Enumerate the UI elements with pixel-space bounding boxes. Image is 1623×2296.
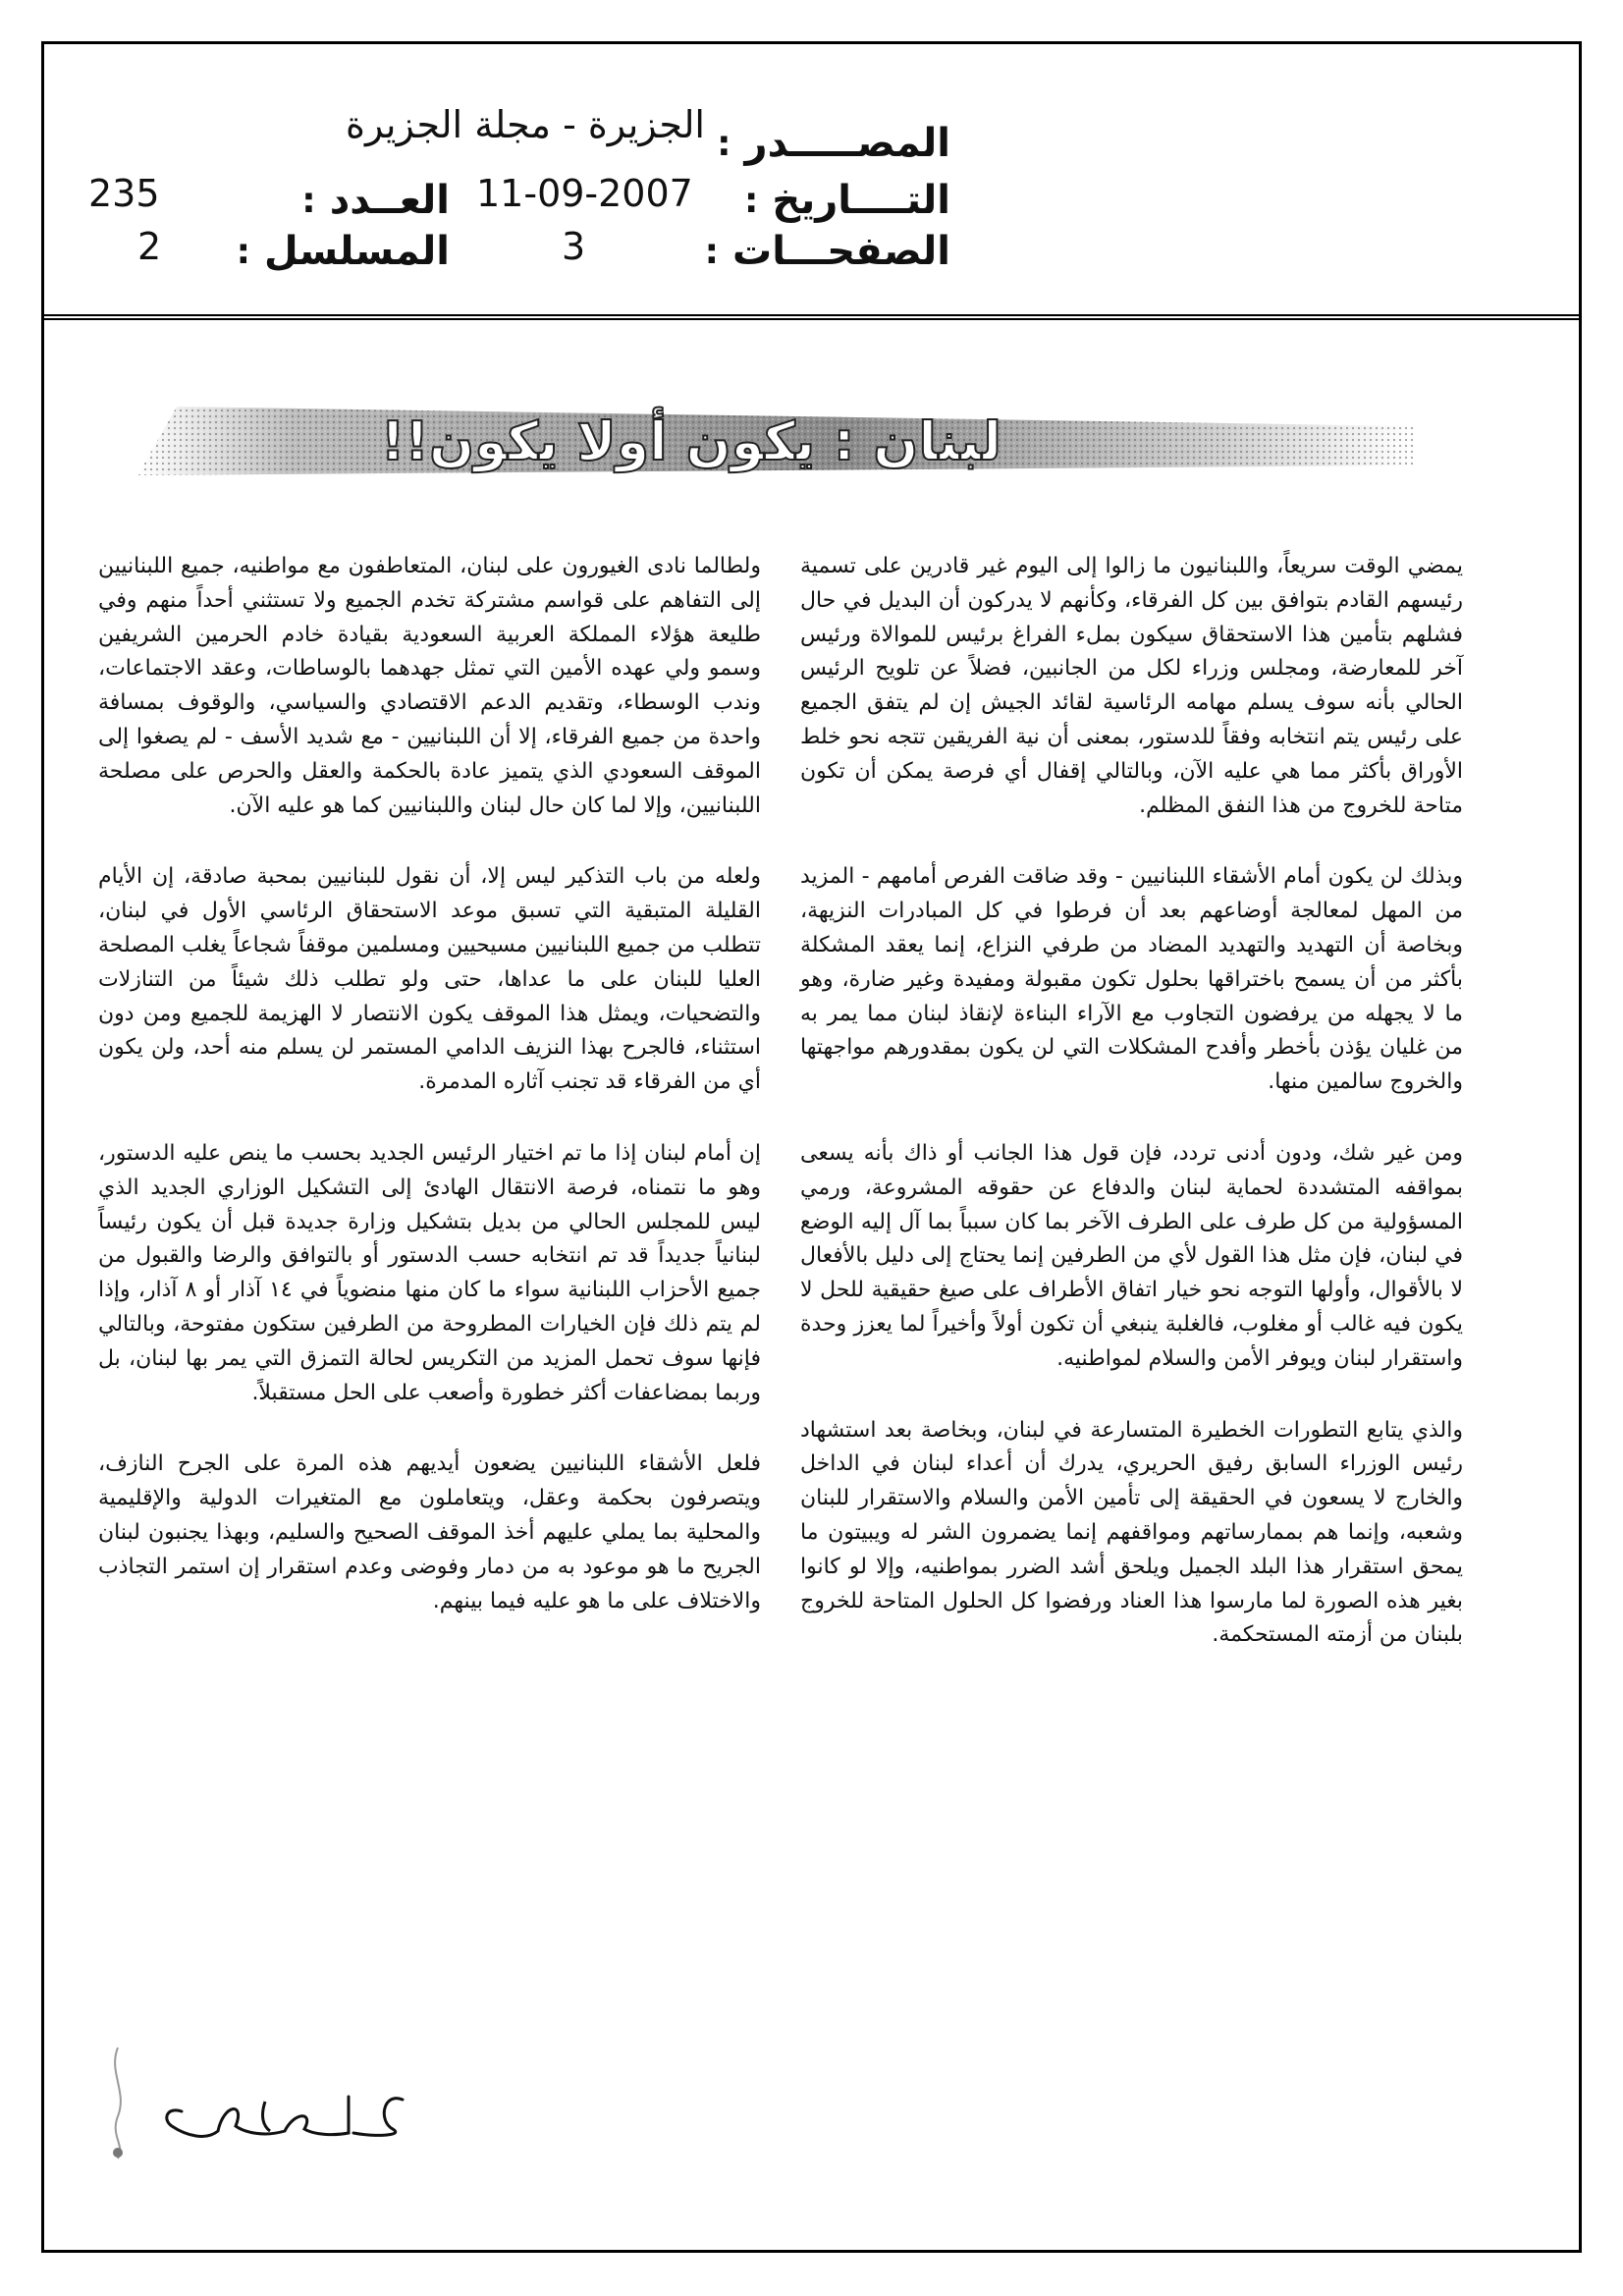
source-row bbox=[703, 121, 950, 166]
pages-label: الصفحـــات bbox=[732, 229, 950, 274]
title-banner bbox=[137, 397, 1414, 487]
source-value-wrap bbox=[346, 103, 705, 146]
paragraph: ولطالما نادى الغيورون على لبنان، المتعاطفون مع مواطنيه، جميع اللبنانيين إلى التفاهم على قواسم مشتركة تخدم الجميع ولا تستثني أحداً منهم وفي طليعة هؤلاء المملكة العربية السعودية بقيادة خادم الحرمين الشريفين وسمو ولي عهده الأمين التي تمثل جهدهما بالوساطات، وعقد الاجتماعات، وندب الوسطاء، وتقديم الدعم الاقتصادي والسياسي، والوقوف بمسافة واحدة من جميع الفرقاء، إلا أن اللبنانيين - مع شديد الأسف - لم يصغوا إلى الموقف السعودي الذي يتميز عادة بالحكمة والعقل والحرص على مصلحة اللبنانيين، وإلا لما كان حال لبنان واللبنانيين كما هو عليه الآن. bbox=[98, 554, 761, 818]
issue-label: العــدد bbox=[329, 178, 450, 223]
paragraph: يمضي الوقت سريعاً، واللبنانيون ما زالوا إلى اليوم غير قادرين على تسمية رئيسهم القادم بتوافق بين كل الفرقاء، وكأنهم لا يدركون أن البديل في حال فشلهم بتأمين هذا الاستحقاق سيكون بملء الفراغ برئيس للموالاة ورئيس آخر للمعارضة، ومجلس وزراء لكل من الجانبين، فضلاً عن تلويح الرئيس الحالي بأنه سوف يسلم مهامه الرئاسية لقائد الجيش إن لم يتفق الجميع على رئيس يتم انتخابه وفقاً للدستور، بمعنى أن نية الفريقين تتجه نحو خلط الأوراق بأكثر مما هي عليه الآن، وبالتالي إقفال أي فرصة يمكن أن تكون متاحة للخروج من هذا النفق المظلم. bbox=[800, 554, 1463, 818]
serial-value-wrap bbox=[137, 225, 161, 268]
pages-colon: : bbox=[704, 231, 719, 272]
serial-label: المسلسل bbox=[264, 229, 450, 274]
date-label: التــــاريخ bbox=[772, 178, 950, 223]
serial-value: 2 bbox=[137, 225, 162, 268]
date-value-wrap bbox=[476, 172, 693, 215]
paragraph: فلعل الأشقاء اللبنانيين يضعون أيديهم هذه المرة على الجرح النازف، ويتصرفون بحكمة وعقل، ويتعاملون مع المتغيرات الدولية والإقليمية والمحلية بما يملي عليهم أخذ الموقف الصحيح والسليم، وبهذا يجنبون لبنان الجريح ما هو موعود به من دمار وفوضى وعدم استقرار إن استمر التجاذب والاختلاف على ما هو عليه فيما بينهم. bbox=[98, 1451, 761, 1613]
source-colon: : bbox=[717, 123, 731, 164]
source-label: المصـــــدر bbox=[744, 121, 950, 166]
paragraph: ومن غير شك، ودون أدنى تردد، فإن قول هذا الجانب أو ذاك بأنه يسعى بمواقفه المتشددة لحماية لبنان والدفاع عن حقوقه المشروعة، ورمي المسؤولية من كل طرف على الطرف الآخر بما كان سبباً بما آل إليه الوضع في لبنان، فإن مثل هذا القول لأي من الطرفين إنما يحتاج إلى دليل بالأفعال لا بالأقوال، وأولها التوجه نحو خيار اتفاق الأطراف على صيغ حقيقية للحل لا يكون فيه غالب أو مغلوب، فالغلبة ينبغي أن تكون أولاً وأخيراً لما يعزز وحدة واستقرار لبنان ويوفر الأمن والسلام لمواطنيه. bbox=[800, 1140, 1463, 1371]
issue-row bbox=[288, 178, 450, 223]
ornament-icon bbox=[98, 2043, 137, 2160]
serial-row bbox=[223, 229, 450, 274]
pages-value-wrap bbox=[562, 225, 585, 268]
article-column-right bbox=[800, 550, 1463, 1690]
pages-value: 3 bbox=[562, 225, 586, 268]
serial-colon: : bbox=[236, 231, 251, 272]
paragraph: وبذلك لن يكون أمام الأشقاء اللبنانيين - وقد ضاقت الفرص أمامهم - المزيد من المهل لمعالجة أوضاعهم بعد أن فرطوا في كل المبادرات النزيهة، وبخاصة أن التهديد والتهديد المضاد من طرفي النزاع، إنما يعقد المشكلة بأكثر من أن يسمح باختراقها بحلول تكون مقبولة ومفيدة وغير ضارة، وهو ما لا يجهله من يرفضون التجاوب مع الآراء البناءة لإنقاذ لبنان مما يمر به من غليان يؤذن بأخطر وأفدح المشكلات التي لن يكون بمقدورهم مواجهتها والخروج سالمين منها. bbox=[800, 864, 1463, 1095]
issue-value-wrap bbox=[88, 172, 160, 215]
date-row bbox=[730, 178, 950, 223]
author-signature bbox=[147, 2082, 412, 2151]
source-value: الجزيرة - مجلة الجزيرة bbox=[346, 103, 705, 146]
date-colon: : bbox=[743, 180, 759, 221]
article-title: لبنان : يكون أولا يكون!! bbox=[380, 410, 1001, 472]
article-column-left bbox=[98, 550, 761, 1656]
issue-value: 235 bbox=[88, 172, 160, 215]
date-value: 11-09-2007 bbox=[476, 172, 693, 215]
paragraph: والذي يتابع التطورات الخطيرة المتسارعة في لبنان، وبخاصة بعد استشهاد رئيس الوزراء السابق رفيق الحريري، يدرك أن أعداء لبنان في الداخل والخارج لا يسعون في الحقيقة إلى تأمين الأمن والسلام والاستقرار للبنان وشعبه، وإنما هم بممارساتهم ومواقفهم إنما يضمرون الشر له ويبيتون ما يمحق استقرار هذا البلد الجميل ويلحق أشد الضرر بمواطنيه، وإلا لو كانوا بغير هذه الصورة لما مارسوا هذا العناد ورفضوا كل الحلول المتاحة للخروج بلبنان من أزمته المستحكمة. bbox=[800, 1417, 1463, 1648]
paragraph: إن أمام لبنان إذا ما تم اختيار الرئيس الجديد بحسب ما ينص عليه الدستور، وهو ما نتمناه، فرصة الانتقال الهادئ إلى التشكيل الوزاري الجديد الذي ليس للمجلس الحالي من بديل بتشكيل وزارة جديدة قبل أن يكون رئيساً لبنانياً جديداً قد تم انتخابه حسب الدستور أو بالتوافق والرضا والقبول من جميع الأحزاب اللبنانية سواء ما كان منها منضوياً في ١٤ آذار أو ٨ آذار، وإذا لم يتم ذلك فإن الخيارات المطروحة من الطرفين ستكون مفتوحة، وبالتالي فإنها سوف تحمل المزيد من التكريس لحالة التمزق التي يمر بها لبنان، بل وربما بمضاعفات أكثر خطورة وأصعب على الحل مستقبلاً. bbox=[98, 1140, 761, 1405]
issue-colon: : bbox=[301, 180, 316, 221]
pages-row bbox=[691, 229, 950, 274]
header-box bbox=[41, 41, 1582, 320]
paragraph: ولعله من باب التذكير ليس إلا، أن نقول للبنانيين بمحبة صادقة، إن الأيام القليلة المتبقية التي تسبق موعد الاستحقاق الرئاسي الأول في لبنان، تتطلب من جميع اللبنانيين مسيحيين ومسلمين موقفاً شجاعاً يغلب المصلحة العليا للبنان على ما عداها، حتى ولو تطلب ذلك شيئاً من التنازلات والتضحيات، ويمثل هذا الموقف يكون الانتصار لا الهزيمة للجميع ومن دون استثناء، فالجرح بهذا النزيف الدامي المستمر لن يسلم منه أحد، ولن يكون أي من الفرقاء قد تجنب آثاره المدمرة. bbox=[98, 864, 761, 1095]
